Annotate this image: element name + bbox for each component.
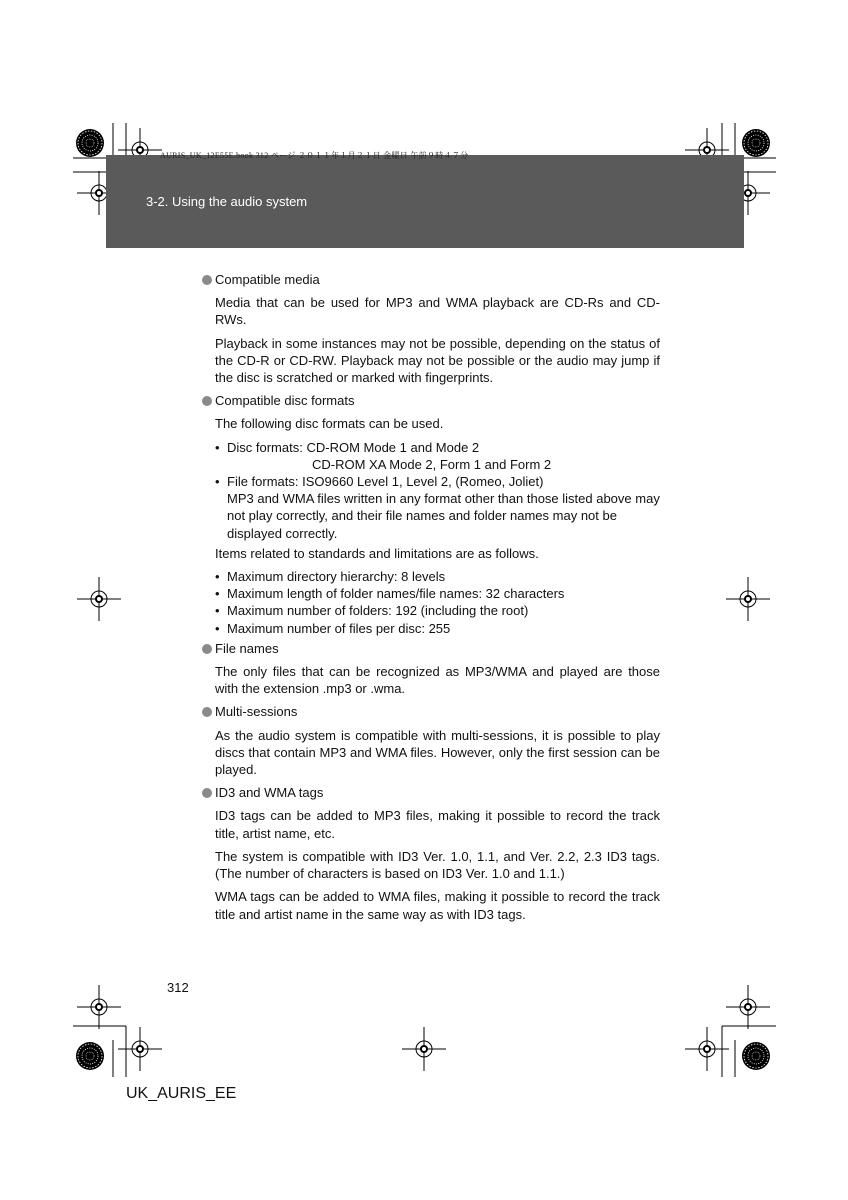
- paragraph: WMA tags can be added to WMA files, making it possible to record the track title and artist name in the same way as with ID3 tags.: [215, 889, 660, 922]
- paragraph: The system is compatible with ID3 Ver. 1.0, 1.1, and Ver. 2.2, 2.3 ID3 tags. (The number of characters is based on ID3 Ver. 1.0 and 1.1.): [215, 848, 660, 882]
- section-multi-sessions: [200, 703, 660, 778]
- bottom-left-marks: [73, 985, 162, 1077]
- paragraph: The only files that can be recognized as MP3/WMA and played are those with the extension .mp3 or .wma.: [215, 664, 660, 697]
- list-item: • Maximum number of files per disc: 255: [215, 620, 451, 636]
- bullet-dot-icon: [202, 396, 212, 406]
- bullet-dot-icon: [202, 707, 212, 717]
- bottom-center-mark: [402, 1027, 446, 1071]
- bullet-dot-icon: [202, 788, 212, 798]
- section-title: 3-2. Using the audio system: [146, 194, 308, 209]
- section-id3-wma-tags: [200, 784, 660, 922]
- list-item: • Maximum number of folders: 192 (including the root): [215, 603, 529, 619]
- limits-list: [215, 568, 660, 637]
- footer-code: UK_AURIS_EE: [126, 1085, 237, 1102]
- paragraph: ID3 tags can be added to MP3 files, making it possible to record the track title, artist name, etc.: [215, 808, 660, 841]
- bullet-dot-icon: [202, 275, 212, 285]
- page-content: [200, 271, 660, 929]
- section-heading: Multi-sessions: [215, 704, 298, 720]
- bottom-right-marks: [685, 985, 776, 1077]
- list-item: • Disc formats: CD-ROM Mode 1 and Mode 2 CD-ROM XA Mode 2, Form 1 and Form 2: [215, 439, 552, 472]
- section-heading: Compatible media: [215, 272, 320, 287]
- bullet-dot-icon: [202, 644, 212, 654]
- section-heading: ID3 and WMA tags: [215, 785, 324, 801]
- paragraph: Media that can be used for MP3 and WMA playback are CD-Rs and CD-RWs.: [215, 295, 660, 328]
- format-list: [215, 439, 660, 542]
- section-file-names: [200, 640, 660, 698]
- section-compatible-media: [200, 271, 660, 386]
- section-compatible-disc-formats: [200, 392, 660, 637]
- paragraph: The following disc formats can be used.: [215, 416, 444, 432]
- list-item: • Maximum length of folder names/file names: 32 characters: [215, 586, 565, 602]
- paragraph: As the audio system is compatible with multi-sessions, it is possible to play discs that contain MP3 and WMA files. However, only the first session can be played.: [215, 727, 660, 778]
- page-number: 312: [167, 980, 189, 995]
- section-heading: Compatible disc formats: [215, 393, 355, 409]
- section-heading: File names: [215, 640, 279, 656]
- print-info: AURIS_UK_12E55E.book 312 ページ ２０１１年１月２１日 金曜日 午前９時４７分: [160, 151, 469, 160]
- list-item: • File formats: ISO9660 Level 1, Level 2, (Romeo, Joliet) MP3 and WMA files written in any format other than those listed above may not play correctly, and their file names and folder names may not be displayed correctly.: [215, 474, 660, 541]
- paragraph: Playback in some instances may not be possible, depending on the status of the CD-R or CD-RW. Playback may not be possible or the audio may jump if the disc is scratched or marked with fingerprints.: [215, 335, 660, 386]
- list-item: • Maximum directory hierarchy: 8 levels: [215, 569, 446, 585]
- paragraph: Items related to standards and limitations are as follows.: [215, 545, 539, 561]
